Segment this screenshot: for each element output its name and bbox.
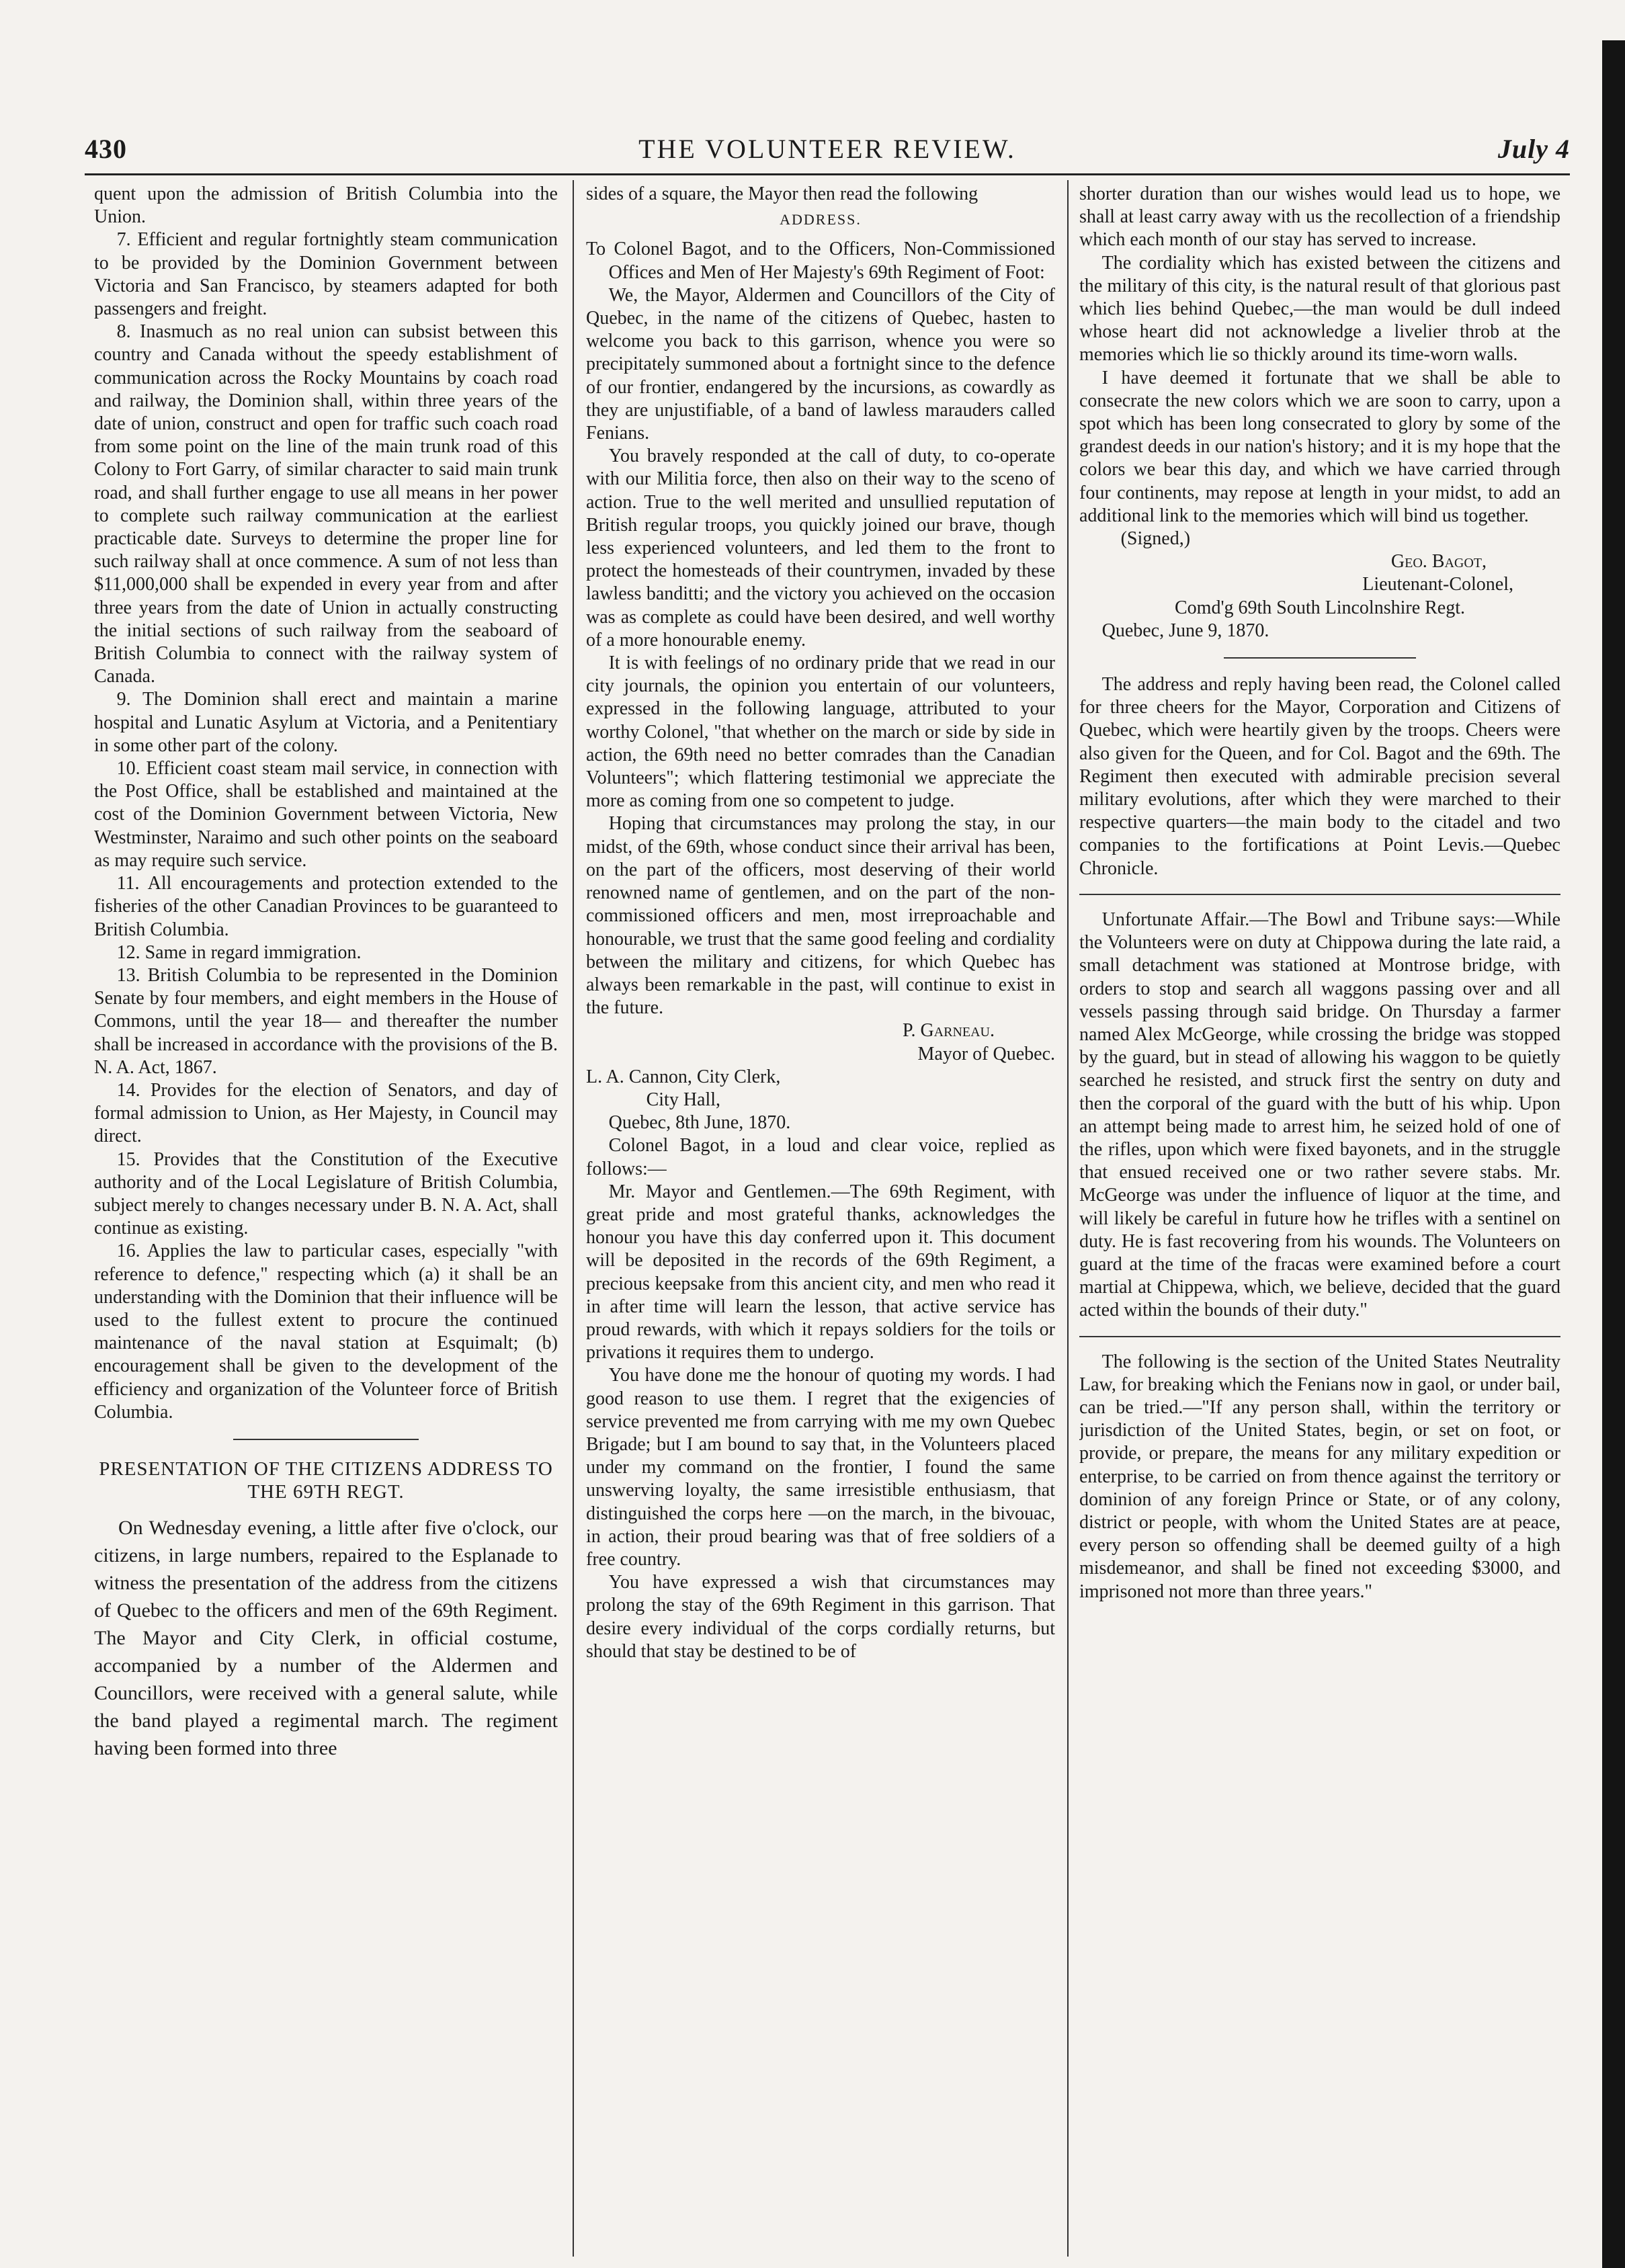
- reply-paragraph: Mr. Mayor and Gentlemen.—The 69th Regiment, with great pride and most grateful thanks, acknowledges the honour you have this day conferred upon it. This document will be deposited in the records of the 69th Regiment, a precious keepsake from this ancient city, and men who read it in after time will learn the lesson, that active service has proud rewards, with which it repays soldiers for the toils or privations it requires them to undergo.: [586, 1181, 1055, 1363]
- terms-item: 9. The Dominion shall erect and maintain a marine hospital and Lunatic Asylum at Victoria, and a Penitentiary in some other part of the colony.: [94, 689, 558, 756]
- scan-edge-shadow: [1602, 40, 1625, 2268]
- signature-command: Comd'g 69th South Lincolnshire Regt.: [1174, 597, 1466, 618]
- issue-date: July 4: [1497, 134, 1570, 164]
- column-2: [586, 183, 1055, 2239]
- signed-label: (Signed,): [1120, 528, 1191, 550]
- article-separator: [1079, 1336, 1560, 1337]
- article-separator: [1224, 657, 1416, 659]
- article-separator: [233, 1439, 419, 1440]
- terms-item: 13. British Columbia to be represented in the Dominion Senate by four members, and eight members in the House of Commons, until the year 18— and thereafter the number shall be increased in accordance with the provisions of the B. N. A. Act, 1867.: [94, 964, 558, 1078]
- address-paragraph: It is with feelings of no ordinary pride that we read in our city journals, the opinion you entertain of our volunteers, expressed in the following language, attributed to your worthy Colonel, "that whether on the march or side by side in action, the 69th need no better comrades than the Canadian Volunteers"; which flattering testimonial we appreciate the more as coming from one so competent to judge.: [586, 653, 1055, 812]
- signature-name: Geo. Bagot,: [1390, 551, 1487, 573]
- signature-title: Mayor of Quebec.: [917, 1043, 1055, 1064]
- reply-intro: Colonel Bagot, in a loud and clear voice, replied as follows:—: [586, 1135, 1055, 1179]
- terms-item: 8. Inasmuch as no real union can subsist between this country and Canada without the speedy establishment of communication across the Rocky Mountains by coach road and railway, the Dominion shall, within three years of the date of union, construct and open for traffic such coach road from some point on the line of the main trunk road of this Colony to Fort Garry, of similar character to said main trunk road, and shall further engage to use all means in her power to complete such railway communication at the earliest practicable date. Surveys to determine the proper line for such railway shall at once commence. A sum of not less than $11,000,000 shall be expended in every year from and after three years from the date of Union in actually constructing the initial sections of such railway from the seaboard of British Columbia to connect with the railway system of Canada.: [94, 321, 558, 687]
- signature-rank: Lieutenant-Colonel,: [1362, 574, 1513, 595]
- article-paragraph: Unfortunate Affair.—The Bowl and Tribune says:—While the Volunteers were on duty at Chippowa during the late raid, a small detachment was stationed at Montrose bridge, with orders to stop and search all waggons passing over and all vessels passing through said bridge. On Thursday a farmer named Alex McGeorge, while crossing the bridge was stopped by the guard, but in stead of allowing his waggon to be quietly searched he resisted, and struck first the sentry on duty and then the corporal of the guard with the butt of his whip. Upon an attempt being made to arrest him, he seized hold of one of the rifles, upon which were fixed bayonets, and in the struggle that ensued received one or two rather severe stabs. Mr. McGeorge was under the influence of liquor at the time, and will likely be careful in future how he trifles with a sentinel on duty. He is fast recovering from his wounds. The Volunteers on guard at the time of the fracas were examined before a court martial at Chippewa, which, we believe, decided that the guard acted within the bounds of their duty.": [1079, 909, 1560, 1321]
- column-divider: [573, 180, 574, 2257]
- reply-paragraph: The cordiality which has existed between the citizens and the military of this city, is the natural result of that glorious past which lies behind Quebec,—the man would be dull indeed whose heart did not acknowledge a livelier throb at the memories which lie so thickly around its time-worn walls.: [1079, 252, 1560, 366]
- article-paragraph: The address and reply having been read, the Colonel called for three cheers for the Mayor, Corporation and Citizens of Quebec, which were heartily given by the troops. Cheers were also given for the Queen, and for Col. Bagot and the 69th. The Regiment then executed with admirable precision several military evolutions, after which they were marched to their respective quarters—the main body to the citadel and two companies to the fortifications at Point Levis.—Quebec Chronicle.: [1079, 674, 1560, 879]
- address-paragraph: You bravely responded at the call of duty, to co-operate with our Militia force, then also on their way to the sceno of action. True to the well merited and unsullied reputation of British regular troops, you quickly joined our brave, though less experienced volunteers, and led them to the front to protect the homesteads of their countrymen, invaded by these lawless banditti; and the victory you achieved on the occasion was as complete as could have been desired, and well worthy of a more honourable enemy.: [586, 446, 1055, 650]
- address-paragraph: We, the Mayor, Aldermen and Councillors of the City of Quebec, in the name of the citizens of Quebec, hasten to welcome you back to this garrison, whence you were so precipitately summoned about a fortnight since to the defence of our frontier, endangered by the incursions, as cowardly as they are unjustifiable, of a band of lawless marauders called Fenians.: [586, 284, 1055, 444]
- page-header: [85, 133, 1570, 169]
- clerk-line: L. A. Cannon, City Clerk,: [586, 1066, 781, 1087]
- terms-item: 7. Efficient and regular fortnightly steam communication to be provided by the Dominion Government between Victoria and San Francisco, by steamers adapted for both passengers and freight.: [94, 229, 558, 320]
- reply-paragraph: I have deemed it fortunate that we shall be able to consecrate the new colors which we are soon to carry, upon a spot which has been long consecrated to glory by some of the grandest deeds in our nation's history; and it is my hope that the colors we bear this day, and which we have carried through four continents, may repose at length in your midst, to add an additional link to the memories which will bind us together.: [1079, 367, 1560, 526]
- article-paragraph: sides of a square, the Mayor then read the following: [586, 183, 978, 204]
- masthead-title: THE VOLUNTEER REVIEW.: [638, 134, 1016, 164]
- address-heading: ADDRESS.: [780, 211, 862, 228]
- header-rule: [85, 173, 1570, 175]
- article-separator: [1079, 894, 1560, 895]
- address-salutation: To Colonel Bagot, and to the Officers, Non-Commissioned Offices and Men of Her Majesty's 69th Regiment of Foot:: [586, 239, 1055, 283]
- address-paragraph: Hoping that circumstances may prolong the stay, in our midst, of the 69th, whose conduct since their arrival has been, on the part of the officers, most deserving of their world renowned name of gentlemen, and on the part of the non-commissioned officers and men, most irreproachable and honourable, we trust that the same good feeling and cordiality between the military and citizens, for which Quebec has always been remarkable in the past, will continue to exist in the future.: [586, 813, 1055, 1019]
- terms-item: 11. All encouragements and protection extended to the fisheries of the other Canadian Provinces to be guaranteed to British Columbia.: [94, 873, 558, 940]
- reply-paragraph: You have expressed a wish that circumstances may prolong the stay of the 69th Regiment in this garrison. That desire every individual of the corps cordially returns, but should that stay be destined to be of: [586, 1572, 1055, 1662]
- terms-item: quent upon the admission of British Columbia into the Union.: [94, 183, 558, 228]
- terms-item: 10. Efficient coast steam mail service, in connection with the Post Office, shall be established and maintained at the cost of the Dominion Government between Victoria, New Westminster, Naraimo and such other points on the seaboard as may require such service.: [94, 758, 558, 871]
- article-paragraph: On Wednesday evening, a little after five o'clock, our citizens, in large numbers, repaired to the Esplanade to witness the presentation of the address from the citizens of Quebec to the officers and men of the 69th Regiment. The Mayor and City Clerk, in official costume, accompanied by a number of the Aldermen and Councillors, were received with a general salute, while the band played a regimental march. The regiment having been formed into three: [94, 1517, 558, 1760]
- reply-paragraph: shorter duration than our wishes would lead us to hope, we shall at least carry away with us the recollection of a friendship which each month of our stay has served to increase.: [1079, 183, 1560, 251]
- column-1: [94, 183, 558, 2239]
- article-heading: PRESENTATION OF THE CITIZENS ADDRESS TO THE 69TH REGT.: [99, 1458, 553, 1503]
- article-paragraph: The following is the section of the United States Neutrality Law, for breaking which the Fenians now in gaol, or under bail, can be tried.—"If any person shall, within the territory or jurisdiction of the United States, begin, or set on foot, or provide, or prepare, the means for any military expedition or enterprise, to be carried on from thence against the territory or dominion of any foreign Prince or State, or of any colony, district or people, with whom the United States are at peace, every person so offending shall be deemed guilty of a high misdemeanor, and shall be fined not exceeding $3000, and imprisoned not more than three years.": [1079, 1351, 1560, 1602]
- reply-paragraph: You have done me the honour of quoting my words. I had good reason to use them. I regret that the exigencies of service prevented me from carrying with me my own Quebec Brigade; but I am bound to say that, in the Volunteers placed under my command on the frontier, I found the same unswerving loyalty, the same irresistible enthusiasm, that distinguished the corps here —on the march, in the bivouac, in action, their proud bearing was that of free soldiers of a free country.: [586, 1365, 1055, 1570]
- signature-name: P. Garneau.: [902, 1020, 995, 1042]
- terms-item: 16. Applies the law to particular cases, especially "with reference to defence," respecting which (a) it shall be an understanding with the Dominion that their influence will be used to the fullest extent to procure the continued maintenance of the naval station at Esquimalt; (b) encouragement shall be given to the development of the efficiency and organization of the Volunteer force of British Columbia.: [94, 1241, 558, 1423]
- page-number: 430: [85, 134, 127, 164]
- terms-item: 14. Provides for the election of Senators, and day of formal admission to Union, as Her Majesty, in Council may direct.: [94, 1079, 558, 1147]
- column-divider: [1067, 180, 1069, 2257]
- signature-date: Quebec, June 9, 1870.: [1101, 620, 1269, 641]
- column-3: [1079, 183, 1560, 2239]
- address-date: Quebec, 8th June, 1870.: [608, 1112, 791, 1134]
- terms-item: 15. Provides that the Constitution of the Executive authority and of the Local Legislature of British Columbia, subject merely to changes necessary under B. N. A. Act, shall continue as existing.: [94, 1148, 558, 1239]
- terms-item: 12. Same in regard immigration.: [116, 941, 362, 963]
- clerk-address: City Hall,: [646, 1089, 721, 1110]
